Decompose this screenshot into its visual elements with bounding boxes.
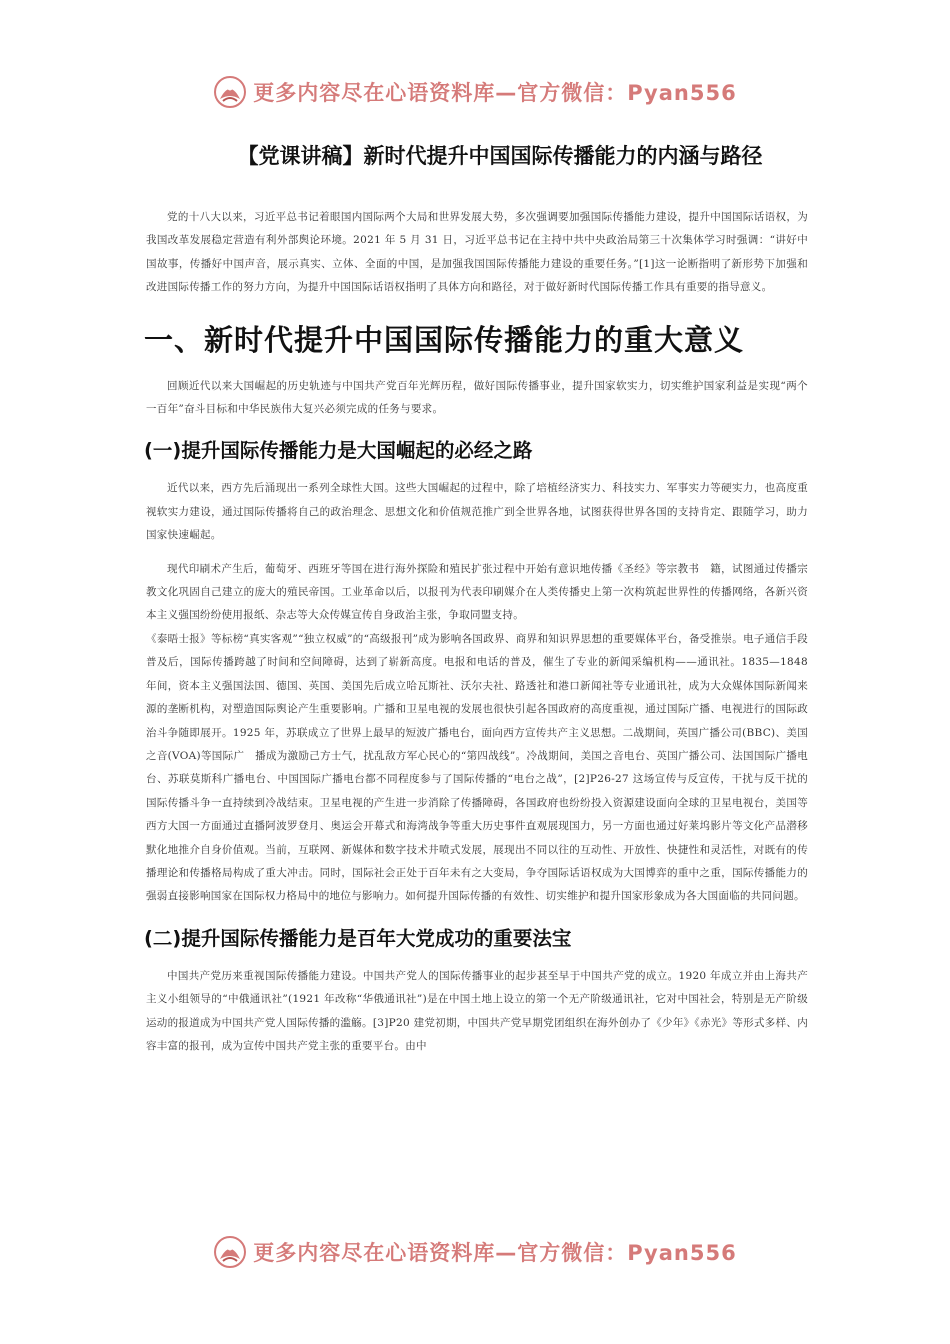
- watermark-text: 更多内容尽在心语资料库—官方微信：Pyan556: [253, 81, 737, 105]
- subsection-1-paragraph-3: 《泰晤士报》等标榜“真实客观”“独立权威”的“高级报刊”成为影响各国政界、商界和知识界思想的重要媒体平台，备受推崇。电子通信手段普及后，国际传播跨越了时间和空间障碍，达到了崭新高度。电报和电话的普及，催生了专业的新闻采编机构——通讯社。1835—1848 年间，资本主义强国法国、德国、英国、美国先后成立哈瓦斯社、沃尔夫社、路透社和港口新闻社等专业通讯社，成为大众媒体国际新闻来源的垄断机构，对塑造国际舆论产生重要影响。广播和卫星电视的发展也很快引起各国政府的高度重视，通过国际广播、电视进行的国际政治斗争随即展开。1925 年，苏联成立了世界上最早的短波广播电台，面向西方宣传共产主义思想。二战期间，英国广播公司(BBC)、美国之音(VOA)等国际广 播成为激励己方士气，扰乱敌方军心民心的“第四战线”。冷战期间，美国之音电台、英国广播公司、法国国际广播电台、苏联莫斯科广播电台、中国国际广播电台都不同程度参与了国际传播的“电台之战”，[2]P26-27 这场宣传与反宣传，干扰与反干扰的国际传播斗争一直持续到冷战结束。卫星电视的产生进一步消除了传播障碍，各国政府也纷纷投入资源建设面向全球的卫星电视台，美国等西方大国一方面通过直播阿波罗登月、奥运会开幕式和海湾战争等重大历史事件直观展现国力，另一方面也通过好莱坞影片等文化产品潜移默化地推介自身价值观。当前，互联网、新媒体和数字技术井喷式发展，展现出不同以往的互动性、开放性、快捷性和灵活性，对既有的传播理论和传播格局构成了重大冲击。同时，国际社会正处于百年未有之大变局，争夺国际话语权成为大国博弈的重中之重，国际传播能力的强弱直接影响国家在国际权力格局中的地位与影响力。如何提升国际传播的有效性、切实维护和提升国家形象成为各大国面临的共同问题。: [146, 632, 808, 903]
- section-1-intro: 回顾近代以来大国崛起的历史轨迹与中国共产党百年光辉历程，做好国际传播事业，提升国家软实力，切实维护国家利益是实现“两个一百年”奋斗目标和中华民族伟大复兴必须完成的任务与要求。: [146, 379, 808, 416]
- lotus-logo-icon: [213, 75, 247, 109]
- watermark-header: [0, 72, 950, 112]
- section-1-heading: 一、新时代提升中国国际传播能力的重大意义: [144, 322, 745, 357]
- lotus-logo-icon: [213, 1235, 247, 1269]
- watermark-text: 更多内容尽在心语资料库—官方微信：Pyan556: [253, 1241, 737, 1265]
- subsection-2-heading: (二)提升国际传播能力是百年大党成功的重要法宝: [144, 926, 572, 950]
- watermark-footer: [0, 1232, 950, 1272]
- subsection-2-paragraph-1: 中国共产党历来重视国际传播能力建设。中国共产党人的国际传播事业的起步甚至早于中国共产党的成立。1920 年成立并由上海共产主义小组领导的“中俄通讯社”(1921 年改称“华俄通讯社”)是在中国土地上设立的第一个无产阶级通讯社，它对中国社会，特别是无产阶级运动的报道成为中国共产党人国际传播的滥觞。[3]P20 建党初期，中国共产党早期党团组织在海外创办了《少年》《赤光》等形式多样、内容丰富的报刊，成为宣传中国共产党主张的重要平台。由中: [146, 969, 808, 1052]
- subsection-1-paragraph-2: 现代印刷术产生后，葡萄牙、西班牙等国在进行海外探险和殖民扩张过程中开始有意识地传播《圣经》等宗教书 籍，试图通过传播宗教文化巩固自己建立的庞大的殖民帝国。工业革命以后，以报刊为代表印刷媒介在人类传播史上第一次构筑起世界性的传播网络，各新兴资本主义强国纷纷使用报纸、杂志等大众传媒宣传自身政治主张，争取同盟支持。: [146, 562, 808, 622]
- paragraph-gap: [146, 548, 808, 558]
- document-title: 【党课讲稿】新时代提升中国国际传播能力的内涵与路径: [237, 144, 763, 168]
- document-body: [146, 206, 808, 1058]
- subsection-1-heading: (一)提升国际传播能力是大国崛起的必经之路: [144, 439, 533, 463]
- intro-paragraph: 党的十八大以来，习近平总书记着眼国内国际两个大局和世界发展大势，多次强调要加强国际传播能力建设，提升中国国际话语权，为我国改革发展稳定营造有利外部舆论环境。2021 年 5 月 31 日，习近平总书记在主持中共中央政治局第三十次集体学习时强调：“讲好中国故事，传播好中国声音，展示真实、立体、全面的中国，是加强我国国际传播能力建设的重要任务。”[1]这一论断指明了新形势下加强和改进国际传播工作的努力方向，为提升中国国际话语权指明了具体方向和路径，对于做好新时代国际传播工作具有重要的指导意义。: [146, 211, 808, 294]
- subsection-1-paragraph-1: 近代以来，西方先后涌现出一系列全球性大国。这些大国崛起的过程中，除了培植经济实力、科技实力、军事实力等硬实力，也高度重视软实力建设，通过国际传播将自己的政治理念、思想文化和价值规范推广到全世界各地，试图获得世界各国的支持肯定、跟随学习，助力国家快速崛起。: [146, 482, 808, 542]
